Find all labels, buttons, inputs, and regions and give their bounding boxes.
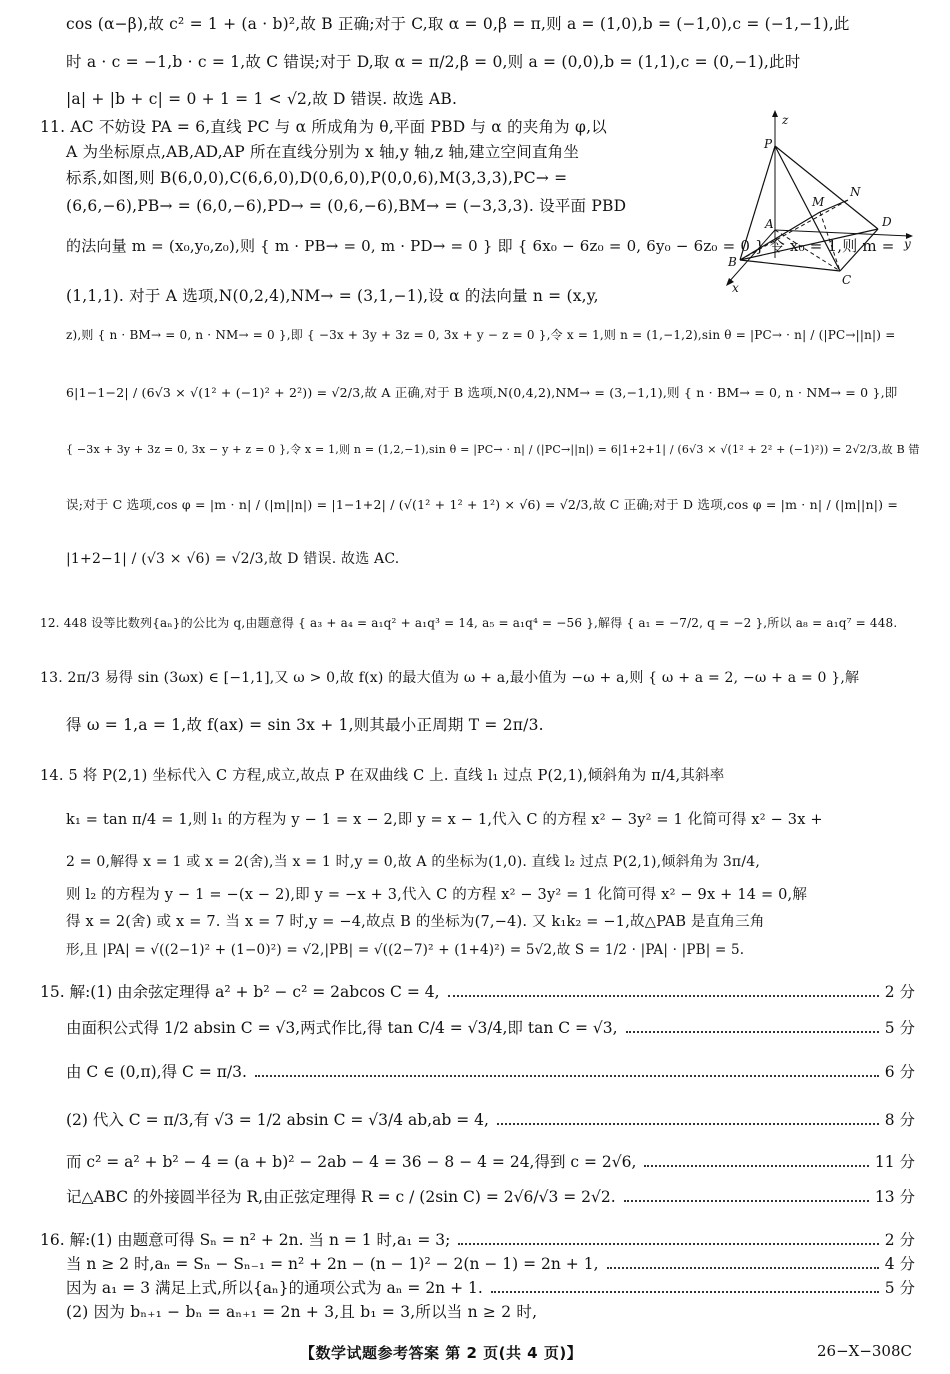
score-points: 6 分	[884, 1063, 915, 1081]
label-M: M	[812, 195, 825, 209]
leader-dots	[644, 1165, 868, 1167]
score-line-text: 记△ABC 的外接圆半径为 R,由正弦定理得 R = c / (2sin C) = 2√6/√3 = 2√2.	[66, 1188, 616, 1206]
score-points: 13 分	[874, 1188, 915, 1206]
text-line-20: 2 = 0,解得 x = 1 或 x = 2(舍),当 x = 1 时,y = 0,故 A 的坐标为(1,0). 直线 l₂ 过点 P(2,1),倾斜角为 3π/4,	[66, 854, 760, 870]
text-line-16: 13. 2π/3 易得 sin (3ωx) ∈ [−1,1],又 ω > 0,故 f(x) 的最大值为 ω + a,最小值为 −ω + a,则 { ω + a = 2, −ω + a = 0 },解	[40, 670, 860, 686]
text-line-21: 则 l₂ 的方程为 y − 1 = −(x − 2),即 y = −x + 3,代入 C 的方程 x² − 3y² = 1 化简可得 x² − 9x + 14 = 0,解	[66, 887, 808, 903]
score-line-16-2	[66, 1254, 915, 1274]
leader-dots	[491, 1291, 879, 1293]
footer-title: 【数学试题参考答案 第 2 页(共 4 页)】	[300, 1344, 583, 1362]
score-line-15-6	[66, 1187, 915, 1207]
text-line-01: cos (α−β),故 c² = 1 + (a · b)²,故 B 正确;对于 C,取 α = 0,β = π,则 a = (1,0),b = (−1,0),c = (−1,−1),此	[66, 15, 850, 33]
label-A: A	[765, 217, 774, 231]
text-line-13: 误;对于 C 选项,cos φ = |m · n| / (|m||n|) = |1−1+2| / (√(1² + 1² + 1²) × √6) = √2/3,故 C 正确;对于 D 选项,cos φ = |m · n| / (|m||n|) =	[66, 497, 899, 512]
score-line-text: 因为 a₁ = 3 满足上式,所以{aₙ}的通项公式为 aₙ = 2n + 1.	[66, 1279, 483, 1297]
label-C: C	[842, 273, 852, 287]
leader-dots	[624, 1200, 869, 1202]
score-line-15-1	[40, 982, 915, 1002]
page-footer	[0, 1342, 950, 1366]
leader-dots	[626, 1031, 879, 1033]
text-line-07: (6,6,−6),PB→ = (6,0,−6),PD→ = (0,6,−6),BM→ = (−3,3,3). 设平面 PBD	[66, 197, 627, 215]
text-line-22: 得 x = 2(舍) 或 x = 7. 当 x = 7 时,y = −4,故点 B 的坐标为(7,−4). 又 k₁k₂ = −1,故△PAB 是直角三角	[66, 914, 765, 930]
score-points: 2 分	[884, 983, 915, 1001]
y-axis	[775, 230, 910, 236]
text-line-23: 形,且 |PA| = √((2−1)² + (1−0)²) = √2,|PB| = √((2−7)² + (1+4)²) = 5√2,故 S = 1/2 · |PA| · |PB| = 5.	[66, 942, 745, 958]
text-line-18: 14. 5 将 P(2,1) 坐标代入 C 方程,成立,故点 P 在双曲线 C 上. 直线 l₁ 过点 P(2,1),倾斜角为 π/4,其斜率	[40, 768, 725, 784]
text-line-17: 得 ω = 1,a = 1,故 f(ax) = sin 3x + 1,则其最小正周期 T = 2π/3.	[66, 716, 544, 734]
text-line-02: 时 a · c = −1,b · c = 1,故 C 错误;对于 D,取 α = π/2,β = 0,则 a = (0,0),b = (1,1),c = (0,−1),此时	[66, 53, 801, 71]
leader-dots	[458, 1243, 878, 1245]
leader-dots	[448, 995, 879, 997]
text-line-11: 6|1−1−2| / (6√3 × √(1² + (−1)² + 2²)) = √2/3,故 A 正确,对于 B 选项,N(0,4,2),NM→ = (3,−1,1),则 { n · BM→ = 0, n · NM→ = 0 },即	[66, 385, 898, 400]
label-y: y	[904, 237, 911, 251]
text-line-09: (1,1,1). 对于 A 选项,N(0,2,4),NM→ = (3,1,−1),设 α 的法向量 n = (x,y,	[66, 287, 599, 305]
score-points: 2 分	[884, 1231, 915, 1249]
edge-PD	[775, 146, 878, 229]
label-z: z	[782, 113, 789, 127]
label-P: P	[764, 137, 773, 151]
text-line-last: (2) 因为 bₙ₊₁ − bₙ = aₙ₊₁ = 2n + 3,且 b₁ = 3,所以当 n ≥ 2 时,	[66, 1303, 538, 1321]
label-B: B	[728, 255, 737, 269]
score-line-text: 由面积公式得 1/2 absin C = √3,两式作比,得 tan C/4 = √3/4,即 tan C = √3,	[66, 1019, 618, 1037]
score-line-15-3	[66, 1062, 915, 1082]
text-line-19: k₁ = tan π/4 = 1,则 l₁ 的方程为 y − 1 = x − 2,即 y = x − 1,代入 C 的方程 x² − 3y² = 1 化简可得 x² − 3x +	[66, 812, 823, 828]
footer-code: 26−X−308C	[816, 1342, 912, 1360]
edge-CD	[840, 229, 878, 271]
edge-BD	[740, 229, 878, 260]
score-line-text: 而 c² = a² + b² − 4 = (a + b)² − 2ab − 4 = 36 − 8 − 4 = 24,得到 c = 2√6,	[66, 1153, 637, 1171]
score-line-text: 15. 解:(1) 由余弦定理得 a² + b² − c² = 2abcos C = 4,	[40, 983, 440, 1001]
text-line-14: |1+2−1| / (√3 × √6) = √2/3,故 D 错误. 故选 AC.	[66, 551, 400, 567]
score-line-15-2	[66, 1018, 915, 1038]
leader-dots	[607, 1267, 879, 1269]
score-line-15-4	[66, 1110, 915, 1130]
score-line-text: (2) 代入 C = π/3,有 √3 = 1/2 absin C = √3/4 ab,ab = 4,	[66, 1111, 489, 1129]
label-D: D	[882, 215, 892, 229]
pyramid-figure	[720, 108, 920, 298]
text-line-08: 的法向量 m = (x₀,y₀,z₀),则 { m · PB→ = 0, m · PD→ = 0 } 即 { 6x₀ − 6z₀ = 0, 6y₀ − 6z₀ = 0 } 令 x₀ = 1,则 m =	[66, 237, 895, 255]
score-points: 4 分	[884, 1255, 915, 1273]
leader-dots	[255, 1075, 879, 1077]
score-points: 8 分	[884, 1111, 915, 1129]
score-line-16-1	[40, 1230, 915, 1250]
score-points: 11 分	[874, 1153, 915, 1171]
text-line-15: 12. 448 设等比数列{aₙ}的公比为 q,由题意得 { a₃ + a₄ = a₁q² + a₁q³ = 14, a₅ = a₁q⁴ = −56 },解得 { a₁ = −7/2, q = −2 },所以 a₈ = a₁q⁷ = 448.	[40, 616, 898, 630]
score-points: 5 分	[884, 1019, 915, 1037]
score-line-text: 当 n ≥ 2 时,aₙ = Sₙ − Sₙ₋₁ = n² + 2n − (n − 1)² − 2(n − 1) = 2n + 1,	[66, 1255, 599, 1273]
text-line-03: |a| + |b + c| = 0 + 1 = 1 < √2,故 D 错误. 故选 AB.	[66, 90, 458, 108]
text-line-12: { −3x + 3y + 3z = 0, 3x − y + z = 0 },令 x = 1,则 n = (1,2,−1),sin θ = |PC→ · n| / (|PC→||n|) = 6|1+2+1| / (6√3 × √(1² + 2² + (−1)²)) = 2√2/3,故 B 错	[66, 443, 920, 456]
score-line-text: 16. 解:(1) 由题意可得 Sₙ = n² + 2n. 当 n = 1 时,a₁ = 3;	[40, 1231, 451, 1249]
text-line-04: 11. AC 不妨设 PA = 6,直线 PC 与 α 所成角为 θ,平面 PBD 与 α 的夹角为 φ,以	[40, 118, 607, 136]
label-x: x	[732, 281, 739, 295]
leader-dots	[497, 1123, 879, 1125]
score-line-16-3	[66, 1278, 915, 1298]
edge-PC	[775, 146, 840, 271]
text-line-06: 标系,如图,则 B(6,0,0),C(6,6,0),D(0,6,0),P(0,0,6),M(3,3,3),PC→ =	[66, 169, 568, 187]
z-axis-arrow	[772, 110, 778, 117]
text-line-05: A 为坐标原点,AB,AD,AP 所在直线分别为 x 轴,y 轴,z 轴,建立空间直角坐	[66, 143, 580, 161]
label-N: N	[850, 185, 861, 199]
score-points: 5 分	[884, 1279, 915, 1297]
score-line-15-5	[66, 1152, 915, 1172]
score-line-text: 由 C ∈ (0,π),得 C = π/3.	[66, 1063, 247, 1081]
edge-PB	[740, 146, 775, 260]
text-line-10: z),则 { n · BM→ = 0, n · NM→ = 0 },即 { −3x + 3y + 3z = 0, 3x + y − z = 0 },令 x = 1,则 n = (1,−1,2),sin θ = |PC→ · n| / (|PC→||n|) =	[66, 328, 896, 342]
